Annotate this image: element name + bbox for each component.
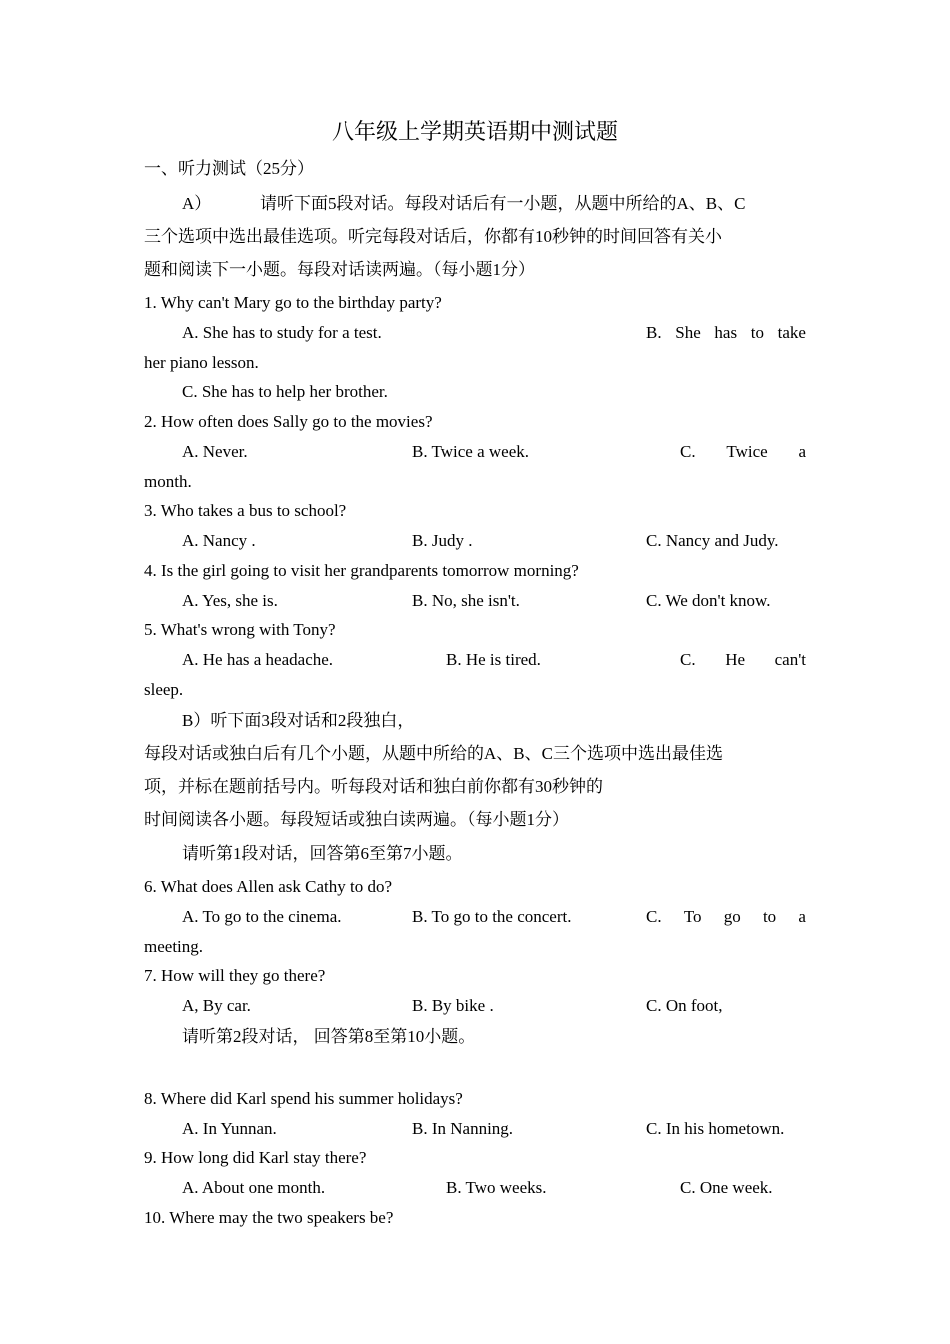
part-b-instruction-4: 时间阅读各小题。每段短话或独白读两遍。（每小题1分） (144, 810, 569, 829)
q9-option-c: C. One week. (680, 1178, 773, 1197)
q6-c-word: C. (646, 907, 662, 926)
question-1: 1. Why can't Mary go to the birthday party? (144, 293, 442, 312)
q1-option-a: A. She has to study for a test. (182, 323, 382, 342)
q6-c-word: a (798, 907, 806, 926)
question-2: 2. How often does Sally go to the movies? (144, 412, 433, 431)
dialog-1-instruction: 请听第1段对话，回答第6至第7小题。 (182, 844, 463, 863)
section-heading: 一、听力测试（25分） (144, 159, 314, 178)
question-4: 4. Is the girl going to visit her grandparents tomorrow morning? (144, 561, 579, 580)
q5-option-c (680, 649, 806, 671)
q5-c-word: can't (774, 650, 806, 669)
q1-b-word: to (750, 323, 764, 342)
dialog-2-instruction: 请听第2段对话， 回答第8至第10小题。 (182, 1027, 476, 1046)
q4-option-b: B. No, she isn't. (412, 591, 520, 610)
q8-option-c: C. In his hometown. (646, 1119, 785, 1138)
q6-option-b: B. To go to the concert. (412, 907, 572, 926)
q6-c-word: To (683, 907, 702, 926)
q1-b-word: B. (646, 323, 662, 342)
q2-c-word: C. (680, 442, 696, 461)
q1-b-word: take (777, 323, 806, 342)
q2-option-c-continued: month. (144, 472, 192, 491)
q5-c-word: He (725, 650, 746, 669)
q9-option-b: B. Two weeks. (446, 1178, 547, 1197)
q5-option-c-continued: sleep. (144, 680, 184, 699)
q6-option-c (646, 906, 806, 928)
q5-c-word: C. (680, 650, 696, 669)
q1-b-word: has (714, 323, 738, 342)
q4-option-a: A. Yes, she is. (182, 591, 278, 610)
q6-c-word: go (723, 907, 741, 926)
q8-option-a: A. In Yunnan. (182, 1119, 277, 1138)
q7-option-a: A, By car. (182, 996, 251, 1015)
q9-option-a: A. About one month. (182, 1178, 326, 1197)
q3-option-c: C. Nancy and Judy. (646, 531, 779, 550)
q6-option-a: A. To go to the cinema. (182, 907, 342, 926)
question-6: 6. What does Allen ask Cathy to do? (144, 877, 393, 896)
question-3: 3. Who takes a bus to school? (144, 501, 347, 520)
q6-option-c-continued: meeting. (144, 937, 204, 956)
question-8: 8. Where did Karl spend his summer holidays? (144, 1089, 463, 1108)
q3-option-a: A. Nancy . (182, 531, 256, 550)
q2-option-a: A. Never. (182, 442, 248, 461)
q2-option-c (680, 441, 806, 463)
part-b-instruction-1: B）听下面3段对话和2段独白， (182, 711, 415, 730)
part-a-instruction-1: 请听下面5段对话。每段对话后有一小题，从题中所给的A、B、C (260, 194, 746, 213)
question-10: 10. Where may the two speakers be? (144, 1208, 394, 1227)
q8-option-b: B. In Nanning. (412, 1119, 514, 1138)
question-5: 5. What's wrong with Tony? (144, 620, 336, 639)
q6-c-word: to (762, 907, 777, 926)
q4-option-c: C. We don't know. (646, 591, 771, 610)
q3-option-b: B. Judy . (412, 531, 473, 550)
q7-option-c: C. On foot, (646, 996, 723, 1015)
question-9: 9. How long did Karl stay there? (144, 1148, 367, 1167)
page-title: 八年级上学期英语期中测试题 (331, 119, 618, 144)
part-a-instruction-2: 三个选项中选出最佳选项。听完每段对话后，你都有10秒钟的时间回答有关小 (144, 227, 722, 246)
question-7: 7. How will they go there? (144, 966, 326, 985)
q1-b-word: She (675, 323, 701, 342)
q1-option-b (646, 322, 806, 344)
q7-option-b: B. By bike . (412, 996, 494, 1015)
q2-c-word: Twice (726, 442, 768, 461)
q5-option-b: B. He is tired. (446, 650, 541, 669)
part-b-instruction-3: 项，并标在题前括号内。听每段对话和独白前你都有30秒钟的 (144, 777, 603, 796)
q1-option-b-continued: her piano lesson. (144, 353, 259, 372)
part-a-label: A） (182, 194, 212, 213)
part-a-instruction-3: 题和阅读下一小题。每段对话读两遍。（每小题1分） (144, 260, 535, 279)
q5-option-a: A. He has a headache. (182, 650, 334, 669)
q2-option-b: B. Twice a week. (412, 442, 529, 461)
q2-c-word: a (798, 442, 806, 461)
q1-option-c: C. She has to help her brother. (182, 382, 388, 401)
part-b-instruction-2: 每段对话或独白后有几个小题，从题中所给的A、B、C三个选项中选出最佳选 (144, 744, 723, 763)
